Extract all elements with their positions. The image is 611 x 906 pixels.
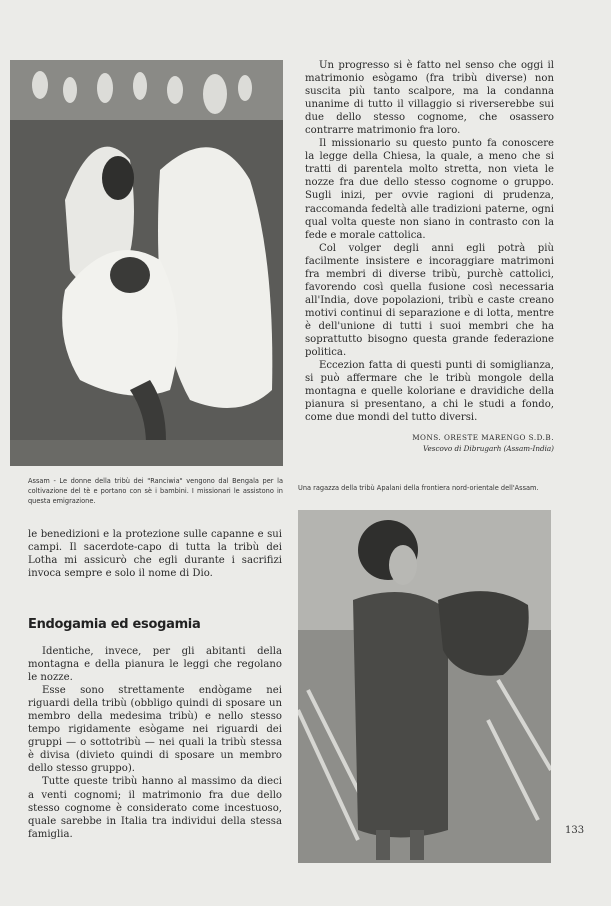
paragraph: Un progresso si è fatto nel senso che oggi il matrimonio esògamo (fra tribù diverse) non suscita più tanto scalpore, ma la condanna unanime di tutto il villaggio si riverserebbe sui due dello stesso cognome, che osassero contrarre matrimonio fra loro. — [305, 60, 554, 137]
photo-tea-workers-women — [10, 60, 283, 466]
article-left-section — [28, 645, 282, 841]
paragraph: Eccezion fatta di questi punti di somiglianza, si può affermare che le tribù mongole della montagna e quelle koloriane e dravidiche della pianura si presentano, a chi le studi a fondo, come due mondi del tutto diversi. — [305, 360, 554, 424]
page-number: 133 — [565, 825, 585, 836]
paragraph: Il missionario su questo punto fa conoscere la legge della Chiesa, la quale, a meno che si tratti di parentela molto stretta, non vieta le nozze fra due dello stesso cognome o gruppo. Sugli inizi, per ovvie ragioni di prudenza, raccomanda fedeltà alle tradizioni paterne, ogni qual volta queste non siano in contrasto con la fede e morale cattolica. — [305, 138, 554, 241]
author-name: MONS. ORESTE MARENGO S.D.B. — [412, 433, 554, 442]
article-right-column — [305, 59, 554, 424]
paragraph: Col volger degli anni egli potrà più facilmente insistere e incoraggiare matrimoni fra membri di diverse tribù, purchè cattolici, favorendo così quella fusione così necessaria all'India, dove popolazioni, tribù e caste creano motivi continui di separazione e di lotta, mentre è dell'unione di tutti i suoi membri che ha soprattutto bisogno questa grande federazione politica. — [305, 242, 554, 359]
paragraph: le benedizioni e la protezione sulle capanne e sui campi. Il sacerdote-capo di tutta la tribù dei Lotha mi assicurò che egli durante i sacrifizi invoca sempre e solo il nome di Dio. — [28, 529, 282, 580]
author-role: Vescovo di Dibrugarh (Assam-India) — [422, 444, 554, 453]
author-signature — [305, 432, 554, 454]
paragraph: Tutte queste tribù hanno al massimo da dieci a venti cognomi; il matrimonio fra due dello stesso cognome è considerato come incestuoso, quale sarebbe in Italia tra individui della stessa famiglia. — [28, 776, 282, 840]
photo-apalani-girl — [298, 510, 551, 863]
article-left-intro — [28, 528, 282, 580]
paragraph: Identiche, invece, per gli abitanti della montagna e della pianura le leggi che regolano le nozze. — [28, 646, 282, 684]
photo-right-caption: Una ragazza della tribù Apalani della frontiera nord-orientale dell'Assam. — [298, 484, 539, 492]
photo-left-caption: Assam - Le donne della tribù dei "Ranciwia" vengono dal Bengala per la coltivazione del tè e portano con sè i bambini. I missionari le assistono in questa emigrazione. — [28, 477, 283, 505]
photo-left-illustration — [10, 60, 283, 466]
paragraph: Esse sono strettamente endògame nei riguardi della tribù (obbligo quindi di sposare un membro della medesima tribù) e nello stesso tempo rigidamente esògame nei riguardi dei gruppi — o sottotribù — nei quali la tribù stessa è divisa (divieto quindi di sposare un membro dello stesso gruppo). — [28, 685, 282, 775]
section-heading: Endogamia ed esogamia — [28, 617, 201, 632]
photo-right-illustration — [298, 510, 551, 863]
